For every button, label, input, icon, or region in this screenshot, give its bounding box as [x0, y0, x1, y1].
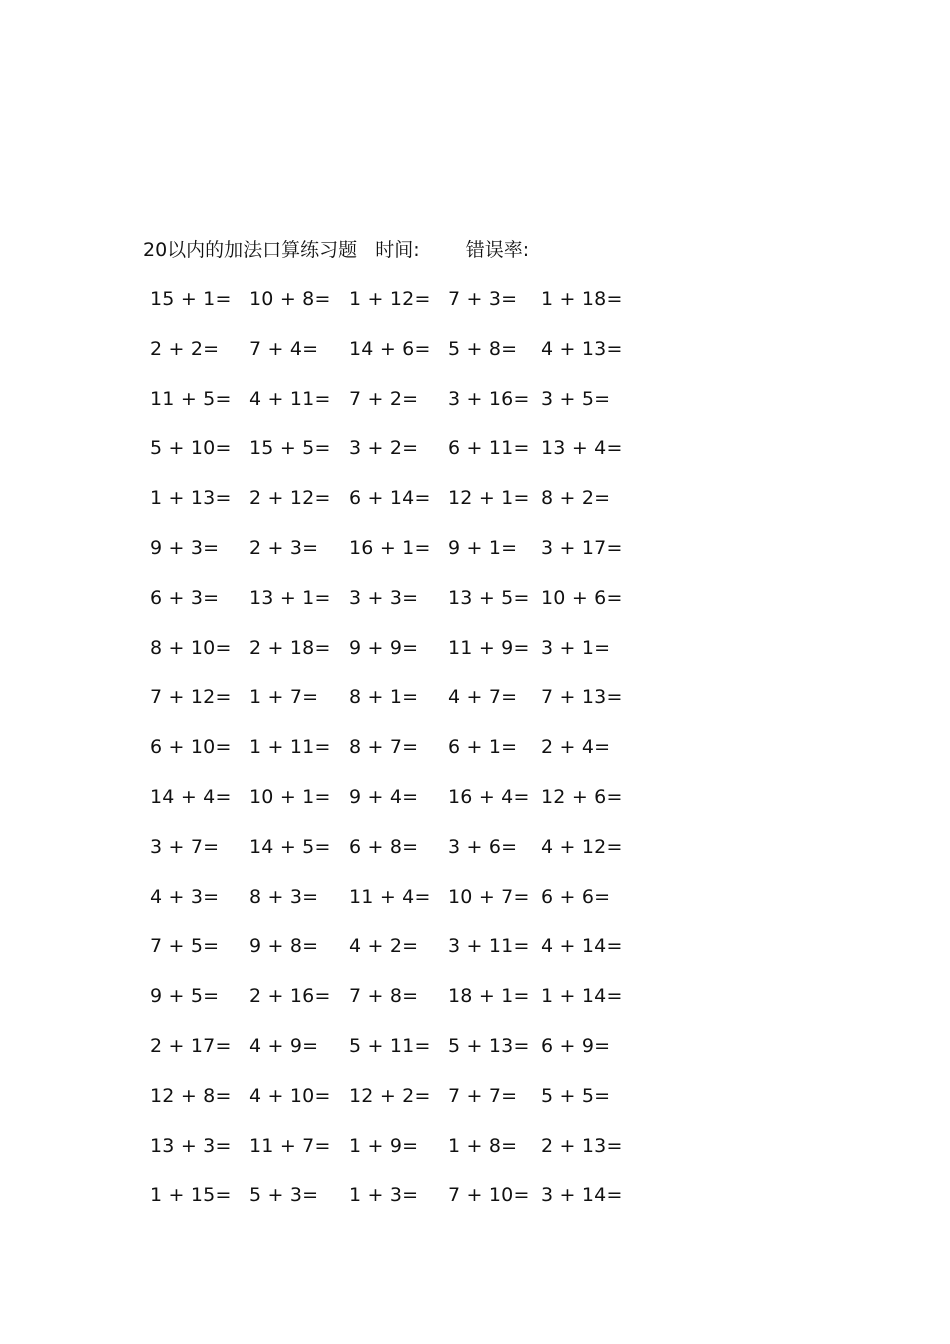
problem-cell: 7 + 3= [448, 288, 518, 310]
problem-cell: 4 + 13= [541, 337, 623, 360]
problem-row [0, 732, 950, 782]
problem-cell: 4 + 7= [448, 686, 518, 709]
problem-cell: 4 + 12= [541, 835, 623, 858]
problem-cell: 1 + 14= [541, 985, 623, 1008]
problem-cell: 1 + 11= [249, 736, 331, 759]
problem-cell: 4 + 2= [349, 935, 419, 958]
problem-cell: 1 + 12= [349, 288, 431, 310]
problem-cell: 13 + 5= [448, 586, 530, 609]
problem-cell: 5 + 11= [349, 1034, 431, 1057]
problem-cell: 5 + 10= [150, 437, 232, 460]
problem-row [0, 533, 950, 583]
problem-cell: 6 + 8= [349, 835, 419, 858]
problem-row [0, 1180, 950, 1230]
problem-cell: 13 + 3= [150, 1134, 232, 1157]
problem-cell: 2 + 4= [541, 736, 611, 759]
problem-cell: 14 + 6= [349, 337, 431, 360]
problem-row [0, 483, 950, 533]
problem-cell: 7 + 5= [150, 935, 220, 958]
problem-row [0, 882, 950, 932]
worksheet-title: 20以内的加法口算练习题 [143, 239, 358, 261]
problem-row [0, 1031, 950, 1081]
problem-cell: 5 + 13= [448, 1034, 530, 1057]
problem-cell: 13 + 1= [249, 586, 331, 609]
problem-cell: 6 + 3= [150, 586, 220, 609]
problem-cell: 1 + 9= [349, 1134, 419, 1157]
problem-cell: 3 + 17= [541, 536, 623, 559]
problem-cell: 4 + 3= [150, 885, 220, 908]
problem-cell: 1 + 8= [448, 1134, 518, 1157]
problem-cell: 10 + 7= [448, 885, 530, 908]
problem-cell: 3 + 5= [541, 387, 611, 410]
problem-row [0, 1131, 950, 1181]
problem-cell: 4 + 9= [249, 1034, 319, 1057]
problem-cell: 10 + 8= [249, 288, 331, 310]
problem-cell: 8 + 1= [349, 686, 419, 709]
problem-cell: 1 + 3= [349, 1184, 419, 1207]
problem-row [0, 583, 950, 633]
problem-row [0, 782, 950, 832]
problem-row [0, 284, 950, 334]
problem-cell: 7 + 12= [150, 686, 232, 709]
problem-cell: 4 + 11= [249, 387, 331, 410]
worksheet-header [143, 235, 529, 265]
problem-cell: 8 + 10= [150, 636, 232, 659]
problem-cell: 9 + 1= [448, 536, 518, 559]
problem-cell: 3 + 2= [349, 437, 419, 460]
problem-cell: 6 + 14= [349, 487, 431, 510]
error-rate-label: 错误率: [465, 239, 530, 261]
problem-cell: 12 + 8= [150, 1084, 232, 1107]
problem-cell: 3 + 14= [541, 1184, 623, 1207]
problem-cell: 7 + 4= [249, 337, 319, 360]
problem-cell: 9 + 4= [349, 785, 419, 808]
problem-cell: 10 + 6= [541, 586, 623, 609]
problem-cell: 11 + 5= [150, 387, 232, 410]
problem-cell: 3 + 6= [448, 835, 518, 858]
problem-cell: 6 + 10= [150, 736, 232, 759]
problem-row [0, 433, 950, 483]
problem-cell: 11 + 4= [349, 885, 431, 908]
problem-cell: 9 + 5= [150, 985, 220, 1008]
problem-grid [0, 284, 950, 1230]
problem-cell: 3 + 11= [448, 935, 530, 958]
problem-cell: 16 + 4= [448, 785, 530, 808]
problem-cell: 2 + 12= [249, 487, 331, 510]
problem-cell: 4 + 14= [541, 935, 623, 958]
problem-cell: 12 + 1= [448, 487, 530, 510]
problem-cell: 14 + 4= [150, 785, 232, 808]
problem-cell: 7 + 8= [349, 985, 419, 1008]
problem-cell: 6 + 1= [448, 736, 518, 759]
problem-cell: 7 + 13= [541, 686, 623, 709]
problem-cell: 16 + 1= [349, 536, 431, 559]
problem-row [0, 334, 950, 384]
problem-row [0, 981, 950, 1031]
problem-cell: 7 + 7= [448, 1084, 518, 1107]
problem-cell: 15 + 1= [150, 288, 232, 310]
time-label: 时间: [375, 239, 420, 261]
problem-cell: 8 + 7= [349, 736, 419, 759]
problem-cell: 2 + 13= [541, 1134, 623, 1157]
problem-cell: 12 + 6= [541, 785, 623, 808]
problem-cell: 8 + 3= [249, 885, 319, 908]
problem-cell: 11 + 9= [448, 636, 530, 659]
problem-row [0, 1081, 950, 1131]
problem-cell: 4 + 10= [249, 1084, 331, 1107]
problem-cell: 18 + 1= [448, 985, 530, 1008]
problem-cell: 3 + 16= [448, 387, 530, 410]
problem-cell: 7 + 2= [349, 387, 419, 410]
problem-cell: 8 + 2= [541, 487, 611, 510]
problem-cell: 2 + 16= [249, 985, 331, 1008]
problem-cell: 9 + 9= [349, 636, 419, 659]
problem-cell: 2 + 3= [249, 536, 319, 559]
problem-cell: 2 + 2= [150, 337, 220, 360]
problem-cell: 6 + 9= [541, 1034, 611, 1057]
problem-cell: 12 + 2= [349, 1084, 431, 1107]
problem-cell: 3 + 1= [541, 636, 611, 659]
problem-cell: 7 + 10= [448, 1184, 530, 1207]
problem-cell: 10 + 1= [249, 785, 331, 808]
problem-cell: 1 + 7= [249, 686, 319, 709]
problem-cell: 1 + 15= [150, 1184, 232, 1207]
problem-cell: 6 + 6= [541, 885, 611, 908]
problem-cell: 2 + 18= [249, 636, 331, 659]
problem-cell: 5 + 3= [249, 1184, 319, 1207]
problem-cell: 9 + 8= [249, 935, 319, 958]
problem-cell: 5 + 8= [448, 337, 518, 360]
problem-cell: 1 + 13= [150, 487, 232, 510]
problem-cell: 3 + 7= [150, 835, 220, 858]
problem-row [0, 931, 950, 981]
problem-cell: 14 + 5= [249, 835, 331, 858]
problem-cell: 5 + 5= [541, 1084, 611, 1107]
problem-cell: 15 + 5= [249, 437, 331, 460]
problem-cell: 2 + 17= [150, 1034, 232, 1057]
problem-cell: 3 + 3= [349, 586, 419, 609]
problem-cell: 11 + 7= [249, 1134, 331, 1157]
problem-cell: 6 + 11= [448, 437, 530, 460]
problem-cell: 1 + 18= [541, 288, 623, 310]
problem-row [0, 384, 950, 434]
problem-cell: 9 + 3= [150, 536, 220, 559]
problem-row [0, 832, 950, 882]
problem-row [0, 633, 950, 683]
problem-row [0, 682, 950, 732]
problem-cell: 13 + 4= [541, 437, 623, 460]
